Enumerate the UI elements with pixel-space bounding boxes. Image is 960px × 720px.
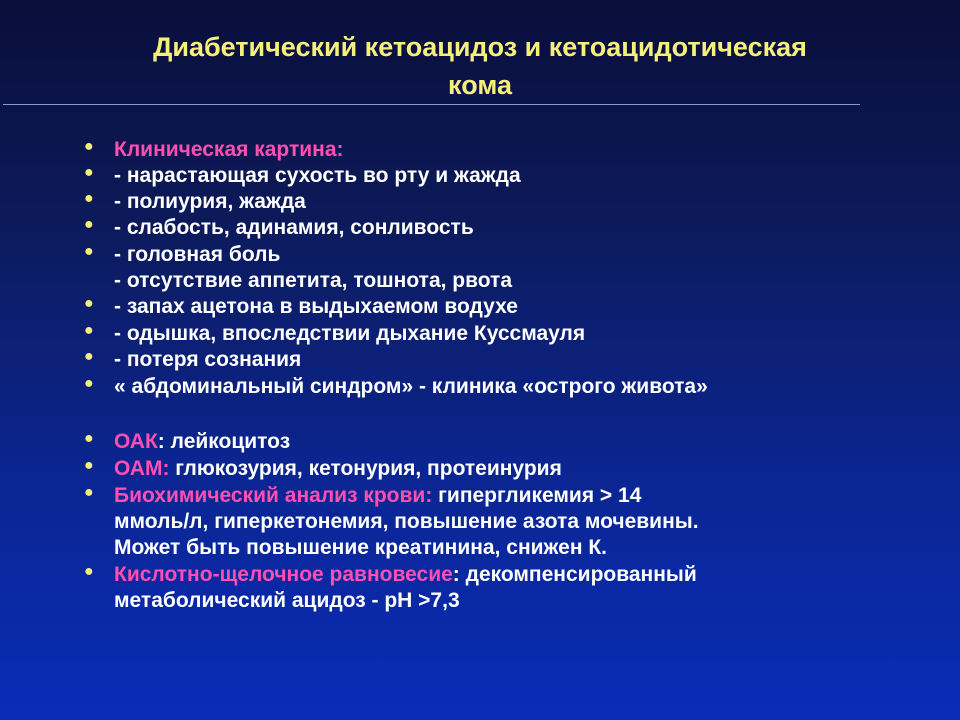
slide-title [40, 28, 920, 104]
oak-label: ОАК [114, 430, 158, 453]
oam-value: глюкозурия, кетонурия, протеинурия [169, 457, 562, 480]
biochem-line [114, 483, 699, 509]
bullet-dot-icon: ● [84, 457, 94, 474]
oam-label: ОАМ: [114, 457, 170, 480]
clinical-item: - полиурия, жажда [114, 190, 306, 213]
clinical-item: - запах ацетона в выдыхаемом водухе [114, 295, 518, 318]
biochem-text [114, 483, 699, 561]
bullet-dot-icon: ● [84, 348, 94, 365]
bullet-dot-icon: ● [84, 430, 94, 447]
bullet-dot-icon: ● [84, 138, 94, 155]
oak-value: : лейкоцитоз [157, 430, 291, 453]
acid-base-label: Кислотно-щелочное равновесие [114, 563, 453, 586]
acid-base-line [114, 562, 697, 588]
bullet-dot-icon: ● [84, 295, 94, 312]
acid-base-line: метаболический ацидоз - pH >7,3 [114, 589, 460, 612]
clinical-item: - слабость, адинамия, сонливость [114, 216, 474, 239]
clinical-item: - одышка, впоследствии дыхание Куссмауля [114, 322, 586, 345]
bullet-dot-icon: ● [84, 322, 94, 339]
biochem-line: ммоль/л, гиперкетонемия, повышение азота мочевины. [114, 510, 699, 533]
clinical-item: - нарастающая сухость во рту и жажда [114, 164, 521, 187]
clinical-item [114, 242, 512, 294]
oam-text [114, 456, 562, 482]
clinical-item-line: - головная боль [114, 243, 281, 266]
biochem-line: Может быть повышение креатинина, снижен К. [114, 536, 608, 559]
clinical-item-line: - отсутствие аппетита, тошнота, рвота [114, 269, 513, 292]
biochem-label: Биохимический анализ крови: [114, 484, 433, 507]
clinical-item: « абдоминальный синдром» - клиника «острого живота» [114, 375, 708, 398]
bullet-dot-icon: ● [84, 563, 94, 580]
bullet-dot-icon: ● [84, 216, 94, 233]
acid-base-value: : декомпенсированный [452, 563, 697, 586]
biochem-value: гипергликемия > 14 [432, 484, 642, 507]
bullet-dot-icon: ● [84, 375, 94, 392]
bullet-dot-icon: ● [84, 484, 94, 501]
acid-base-text [114, 562, 697, 614]
bullet-dot-icon: ● [84, 243, 94, 260]
slide-title-line-2: кома [448, 70, 512, 100]
bullet-dot-icon: ● [84, 164, 94, 181]
oak-text [114, 429, 290, 455]
title-divider [3, 104, 860, 105]
bullet-dot-icon: ● [84, 190, 94, 207]
clinical-heading: Клиническая картина: [114, 138, 344, 161]
slide-title-line-1: Диабетический кетоацидоз и кетоацидотическая [153, 32, 807, 62]
clinical-item: - потеря сознания [114, 348, 302, 371]
